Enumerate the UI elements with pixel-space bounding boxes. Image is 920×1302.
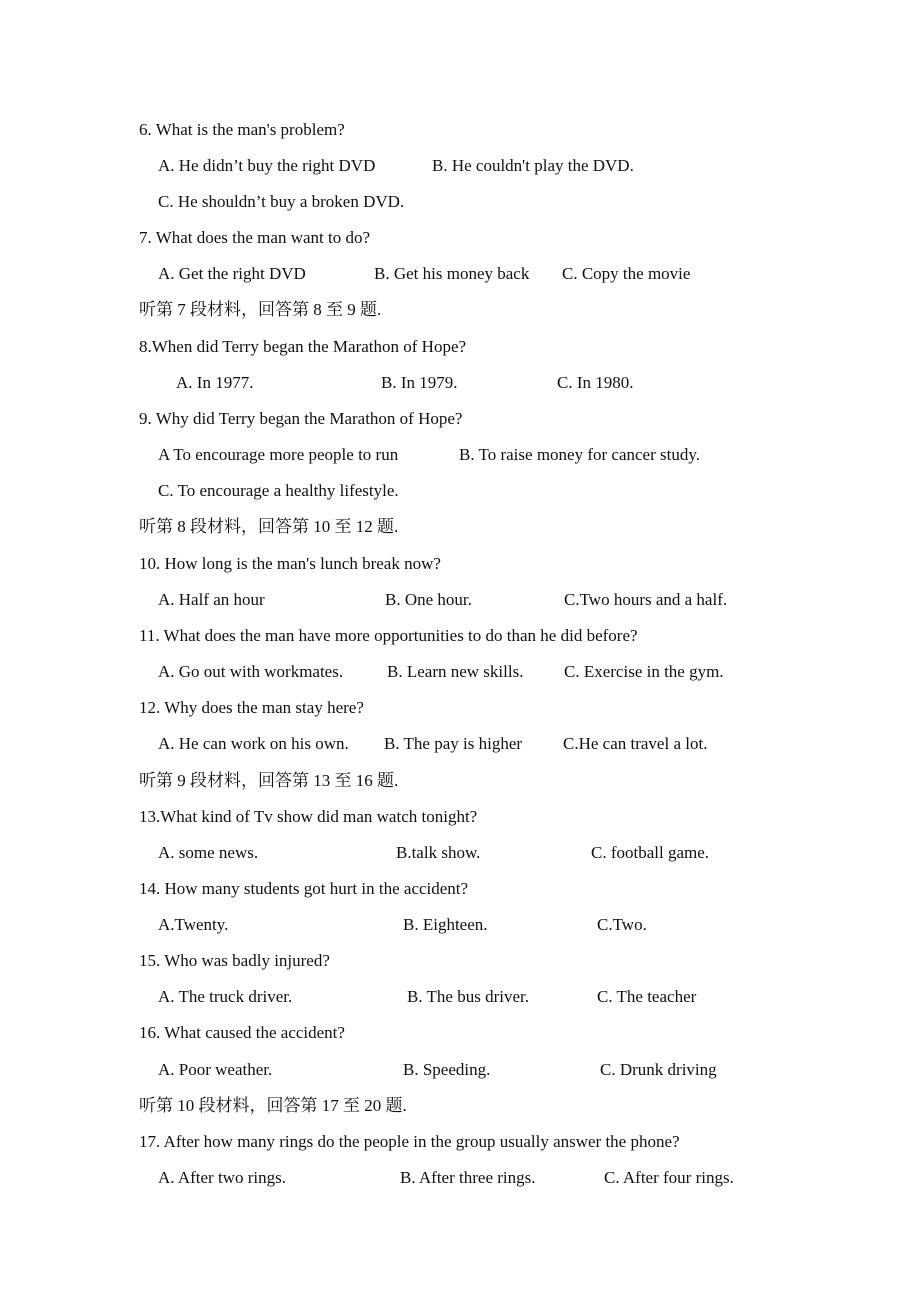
answer-option: B. The bus driver. (407, 987, 529, 1006)
answer-option: B. Get his money back (374, 264, 530, 283)
answer-option: A. Go out with workmates. (158, 662, 344, 681)
answer-option: A. After two rings. (158, 1168, 286, 1187)
answer-option: A. Get the right DVD (158, 264, 306, 283)
answer-option: C.Two hours and a half. (564, 590, 728, 609)
answer-option: A. Half an hour (158, 590, 265, 609)
question-text: 10. How long is the man's lunch break now? (139, 554, 441, 573)
answer-option: B. One hour. (385, 590, 472, 609)
answer-option: C. Drunk driving (600, 1060, 717, 1079)
section-instruction: 听第 7 段材料，回答第 8 至 9 题. (139, 300, 382, 319)
answer-option: C. The teacher (597, 987, 697, 1006)
answer-option: B. He couldn't play the DVD. (432, 156, 634, 175)
question-text: 8.When did Terry began the Marathon of Hope? (139, 337, 467, 356)
answer-option: A. The truck driver. (158, 987, 293, 1006)
answer-option: C. He shouldn’t buy a broken DVD. (158, 192, 405, 211)
question-text: 11. What does the man have more opportunities to do than he did before? (139, 626, 638, 645)
answer-option: B.talk show. (396, 843, 481, 862)
question-text: 7. What does the man want to do? (139, 228, 371, 247)
question-text: 16. What caused the accident? (139, 1023, 345, 1042)
answer-option: B. The pay is higher (384, 734, 523, 753)
question-text: 15. Who was badly injured? (139, 951, 330, 970)
answer-option: A. some news. (158, 843, 259, 862)
question-text: 9. Why did Terry began the Marathon of Hope? (139, 409, 463, 428)
answer-option: B. Learn new skills. (387, 662, 524, 681)
question-text: 13.What kind of Tv show did man watch tonight? (139, 807, 478, 826)
answer-option: C. Exercise in the gym. (564, 662, 724, 681)
answer-option: A To encourage more people to run (158, 445, 399, 464)
section-instruction: 听第 10 段材料，回答第 17 至 20 题. (139, 1096, 407, 1115)
answer-option: B. Speeding. (403, 1060, 491, 1079)
answer-option: C. Copy the movie (562, 264, 691, 283)
answer-option: A. In 1977. (176, 373, 254, 392)
answer-option: A. He didn’t buy the right DVD (158, 156, 376, 175)
answer-option: B. After three rings. (400, 1168, 536, 1187)
question-text: 17. After how many rings do the people in the group usually answer the phone? (139, 1132, 680, 1151)
answer-option: C. football game. (591, 843, 710, 862)
answer-option: A. Poor weather. (158, 1060, 273, 1079)
answer-option: C. In 1980. (557, 373, 634, 392)
question-text: 6. What is the man's problem? (139, 120, 345, 139)
section-instruction: 听第 9 段材料，回答第 13 至 16 题. (139, 771, 399, 790)
answer-option: C. After four rings. (604, 1168, 734, 1187)
answer-option: C.He can travel a lot. (563, 734, 708, 753)
answer-option: A. He can work on his own. (158, 734, 349, 753)
question-text: 14. How many students got hurt in the accident? (139, 879, 469, 898)
answer-option: B. In 1979. (381, 373, 458, 392)
question-text: 12. Why does the man stay here? (139, 698, 364, 717)
section-instruction: 听第 8 段材料，回答第 10 至 12 题. (139, 517, 399, 536)
answer-option: A.Twenty. (158, 915, 229, 934)
answer-option: C. To encourage a healthy lifestyle. (158, 481, 399, 500)
answer-option: B. To raise money for cancer study. (459, 445, 700, 464)
answer-option: B. Eighteen. (403, 915, 488, 934)
answer-option: C.Two. (597, 915, 647, 934)
